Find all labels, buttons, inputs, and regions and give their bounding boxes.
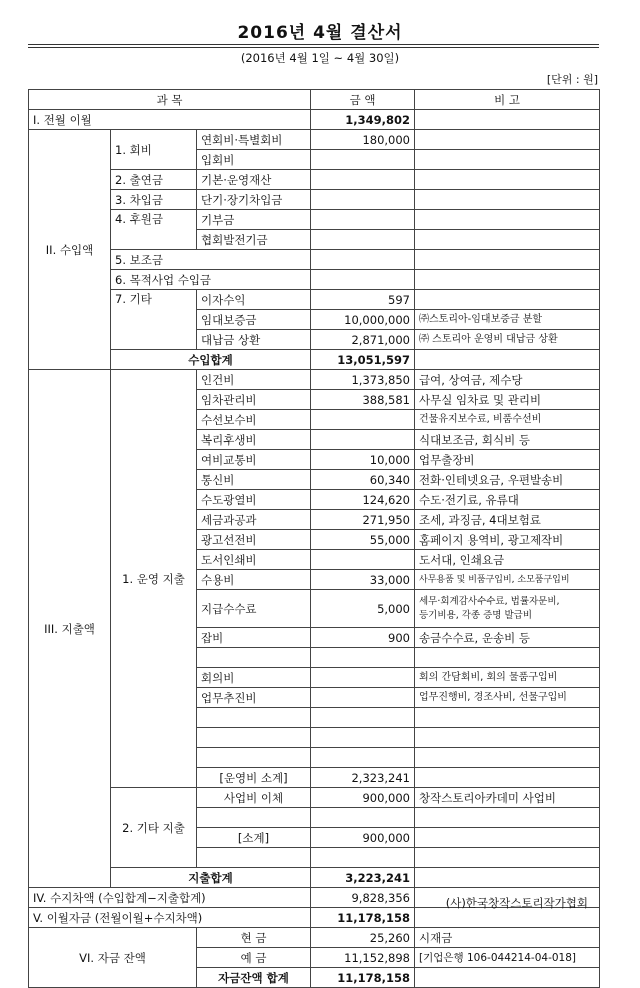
op-item-note: 사무용품 및 비품구입비, 소모품구입비 (415, 570, 600, 590)
expense-total-amount: 3,223,241 (311, 868, 415, 888)
org-name: (사)한국창작스토리작가협회 (445, 896, 588, 910)
business-name: 업무추진비 (197, 688, 311, 708)
op-item-amount (311, 550, 415, 570)
unit-label: [단위 : 원] (546, 73, 598, 86)
fund-balance-label: VI. 자금 잔액 (29, 928, 197, 988)
fee-note-1: 세무·회계감사수수료, 법률자문비, (419, 595, 560, 607)
etc-deposit-amount: 10,000,000 (311, 310, 415, 330)
balance-diff-amount: 9,828,356 (311, 888, 415, 908)
title-rule-2 (28, 47, 599, 48)
carry-forward-amount: 11,178,158 (311, 908, 415, 928)
carryover-label: I. 전월 이월 (29, 110, 311, 130)
header-amount: 금 액 (311, 90, 415, 110)
op-item-note: 사무실 임차료 및 관리비 (415, 390, 600, 410)
income-total-label: 수입합계 (111, 350, 311, 370)
fees-annual-amount: 180,000 (311, 130, 415, 150)
other-expense-label: 2. 기타 지출 (111, 788, 197, 868)
income-label: II. 수입액 (29, 130, 111, 370)
misc-note: 송금수수료, 운송비 등 (415, 628, 600, 648)
fee-amount: 5,000 (311, 590, 415, 628)
fees-annual: 연회비·특별회비 (197, 130, 311, 150)
meeting-note: 회의 간담회비, 회의 물품구입비 (415, 668, 600, 688)
meeting-name: 회의비 (197, 668, 311, 688)
other-subtotal-label: [소계] (197, 828, 311, 848)
op-item-note: 조세, 과징금, 4대보험료 (415, 510, 600, 530)
etc-label: 7. 기타 (111, 290, 197, 350)
op-item-name: 수도광열비 (197, 490, 311, 510)
fee-name: 지급수수료 (197, 590, 311, 628)
op-item-amount (311, 410, 415, 430)
deposit-note: [기업은행 106-044214-04-018] (415, 948, 600, 968)
misc-name: 잡비 (197, 628, 311, 648)
op-item-note: 건물유지보수료, 비품수선비 (415, 410, 600, 430)
fees-label: 1. 회비 (111, 130, 197, 170)
contrib-label: 2. 출연금 (111, 170, 197, 190)
fund-total-amount: 11,178,158 (311, 968, 415, 988)
op-item-note: 식대보조금, 회식비 등 (415, 430, 600, 450)
etc-deposit: 임대보증금 (197, 310, 311, 330)
op-item-name: 임차관리비 (197, 390, 311, 410)
op-item-amount (311, 430, 415, 450)
business-note: 업무진행비, 경조사비, 선물구입비 (415, 688, 600, 708)
op-item-name: 도서인쇄비 (197, 550, 311, 570)
expense-total-label: 지출합계 (111, 868, 311, 888)
fee-note-2: 등기비용, 각종 증명 발급비 (419, 609, 533, 621)
carry-forward-label: V. 이월자금 (전월이월+수지차액) (29, 908, 311, 928)
misc-amount: 900 (311, 628, 415, 648)
carryover-amount: 1,349,802 (311, 110, 415, 130)
support-label: 4. 후원금 (111, 210, 197, 250)
op-expense-label: 1. 운영 지출 (111, 370, 197, 788)
income-total-amount: 13,051,597 (311, 350, 415, 370)
op-subtotal-label: [운영비 소계] (197, 768, 311, 788)
op-subtotal-amount: 2,323,241 (311, 768, 415, 788)
etc-repay-amount: 2,871,000 (311, 330, 415, 350)
support-item2: 협회발전기금 (197, 230, 311, 250)
etc-deposit-note: ㈜스토리아-임대보증금 분할 (415, 310, 600, 330)
op-item-amount: 124,620 (311, 490, 415, 510)
op-item-amount: 55,000 (311, 530, 415, 550)
op-item-note: 도서대, 인쇄요금 (415, 550, 600, 570)
op-item-note: 전화·인테넷요금, 우편발송비 (415, 470, 600, 490)
fund-total-label: 자금잔액 합계 (197, 968, 311, 988)
transfer-name: 사업비 이체 (197, 788, 311, 808)
cash-amount: 25,260 (311, 928, 415, 948)
op-item-note: 업무출장비 (415, 450, 600, 470)
other-subtotal-amount: 900,000 (311, 828, 415, 848)
cash-note: 시재금 (415, 928, 600, 948)
op-item-name: 광고선전비 (197, 530, 311, 550)
balance-diff-label: IV. 수지차액 (수입합계−지출합계) (29, 888, 311, 908)
op-item-amount: 33,000 (311, 570, 415, 590)
period: (2016년 4월 1일 ~ 4월 30일) (240, 51, 400, 65)
etc-interest: 이자수익 (197, 290, 311, 310)
subsidy-label: 5. 보조금 (111, 250, 311, 270)
op-item-amount: 271,950 (311, 510, 415, 530)
op-item-amount: 388,581 (311, 390, 415, 410)
document-title: 2016년 4월 결산서 (237, 23, 403, 43)
loan-item: 단기·장기차입금 (197, 190, 311, 210)
contrib-item: 기본·운영재산 (197, 170, 311, 190)
cash-label: 현 금 (197, 928, 311, 948)
transfer-note: 창작스토리아카데미 사업비 (415, 788, 600, 808)
op-item-name: 세금과공과 (197, 510, 311, 530)
deposit-amount: 11,152,898 (311, 948, 415, 968)
fees-entry: 입회비 (197, 150, 311, 170)
expense-label: III. 지출액 (29, 370, 111, 888)
project-label: 6. 목적사업 수입금 (111, 270, 311, 290)
op-item-name: 여비교통비 (197, 450, 311, 470)
etc-interest-amount: 597 (311, 290, 415, 310)
settlement-table (28, 89, 600, 988)
op-item-note: 홈페이지 용역비, 광고제작비 (415, 530, 600, 550)
header-remark: 비 고 (415, 90, 600, 110)
op-item-note: 수도·전기료, 유류대 (415, 490, 600, 510)
op-item-name: 복리후생비 (197, 430, 311, 450)
op-item-note: 급여, 상여금, 제수당 (415, 370, 600, 390)
loan-label: 3. 차입금 (111, 190, 197, 210)
op-item-amount: 1,373,850 (311, 370, 415, 390)
op-item-amount: 60,340 (311, 470, 415, 490)
etc-repay-note: ㈜ 스토리아 운영비 대납금 상환 (415, 330, 600, 350)
support-item1: 기부금 (197, 210, 311, 230)
title-rule (28, 44, 599, 45)
op-item-name: 통신비 (197, 470, 311, 490)
op-item-name: 수용비 (197, 570, 311, 590)
op-item-amount: 10,000 (311, 450, 415, 470)
op-item-name: 수선보수비 (197, 410, 311, 430)
deposit-label: 예 금 (197, 948, 311, 968)
etc-repay: 대납금 상환 (197, 330, 311, 350)
op-item-name: 인건비 (197, 370, 311, 390)
transfer-amount: 900,000 (311, 788, 415, 808)
header-subject: 과 목 (29, 90, 311, 110)
